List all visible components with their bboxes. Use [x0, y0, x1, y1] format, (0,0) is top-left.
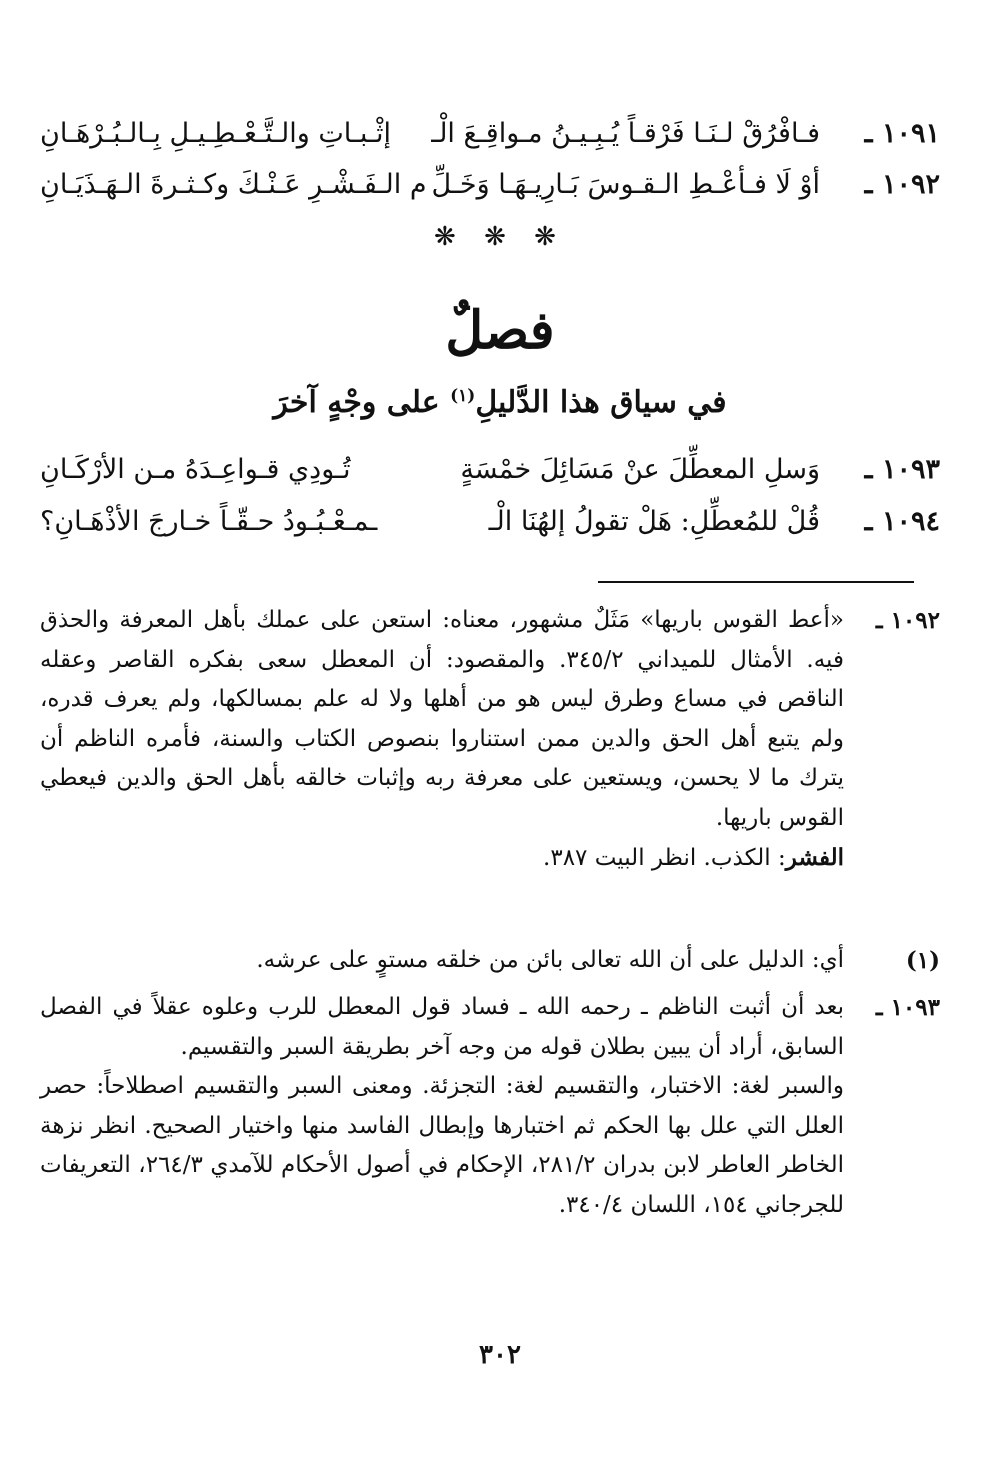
footnote-paragraph: والسبر لغة: الاختبار، والتقسيم لغة: التجزئة. ومعنى السبر والتقسيم اصطلاحاً: حصر العلل التي علل بها الحكم ثم اختبارها وإبطال الفاسد منها واختيار الصحيح. انظر نزهة الخاطر العاطر لابن بدران ٢٨١/٢، الإحكام في أصول الأحكام للآمدي ٢٦٤/٣، التعريفات للجرجاني ١٥٤، اللسان ٣٤٠/٤.: [40, 1073, 844, 1218]
footnote-1092: [40, 601, 940, 879]
verse-second-hemistich: إثْـبـاتِ والـتَّـعْـطِـيـلِ بِـالـبُـرْهَـانِ: [40, 118, 391, 149]
separator-stars: ❋ ❋ ❋: [434, 222, 566, 252]
section-heading: فصلٌ: [445, 300, 555, 361]
footnote-divider: [598, 581, 914, 583]
verse-first-hemistich: فـافْرُقْ لـنَـا فَرْقـاً يُـبِـيـنُ مـواقِـعَ الْـ: [431, 118, 820, 149]
footnote-number: ١٠٩٢ ـ: [875, 607, 940, 634]
footnote-paragraph: [40, 838, 844, 879]
verse-number: ١٠٩١ ـ: [864, 118, 940, 149]
verse-first-hemistich: وَسلِ المعطِّلَ عنْ مَسَائِلَ خمْسَةٍ: [460, 454, 820, 485]
verse-first-hemistich: قُلْ للمُعطِّلِ: هَلْ تقولُ إلهُنَا الْـ: [488, 506, 820, 537]
section-title-text-end: على وجْهٍ آخرَ: [273, 385, 451, 420]
footnote-paragraph: «أعط القوس باريها» مَثَلٌ مشهور، معناه: استعن على عملك بأهل المعرفة والحذق فيه. الأمثال للميداني ٣٤٥/٢. والمقصود: أن المعطل سعى بفكره القاصر وعقله الناقص في مساع وطرق ليس هو من أهلها ولا له علم بمسالكها، ولم يعرف قدره، ولم يتبع أهل الحق والدين ممن استناروا بنصوص الكتاب والسنة، فأمره الناظم أن يترك ما لا يحسن، ويستعين على معرفة ربه وإثبات خالقه بأهل الحق والدين فيعطي القوس باريها.: [40, 607, 844, 831]
verse-second-hemistich: تُـودِي قـواعِـدَهُ مـن الأرْكَـانِ: [40, 454, 351, 485]
verse-number: ١٠٩٤ ـ: [864, 506, 940, 537]
verse-1093: [40, 447, 940, 493]
footnote-term: الفشر: [785, 844, 844, 871]
verse-1094: [40, 499, 940, 545]
section-title-text: في سياق هذا الدَّليلِ: [475, 385, 727, 420]
footnote-term-definition: : الكذب. انظر البيت ٣٨٧.: [543, 845, 786, 871]
footnote-reference: (١): [450, 386, 476, 406]
verse-number: ١٠٩٢ ـ: [864, 169, 940, 200]
verse-second-hemistich: م الـفَـشْـرِ عَـنْـكَ وكـثـرةَ الـهَـذَيَـانِ: [40, 169, 427, 200]
footnote-number: ١٠٩٣ ـ: [875, 994, 940, 1021]
verse-1092: [40, 162, 940, 208]
footnote-paragraph: بعد أن أثبت الناظم ـ رحمه الله ـ فساد قول المعطل للرب وعلوه عقلاً في الفصل السابق، أراد أن يبين بطلان قوله من وجه آخر بطريقة السبر والتقسيم.: [40, 994, 844, 1060]
footnote-number: (١): [905, 947, 940, 974]
verse-second-hemistich: ـمـعْـبُـودُ حـقّـاً خـارجَ الأذْهَـانِ؟: [40, 506, 378, 537]
verse-number: ١٠٩٣ ـ: [864, 454, 940, 485]
footnote-1093: [40, 988, 940, 1225]
page-number: ٣٠٢: [479, 1340, 521, 1370]
footnote-paragraph: أي: الدليل على أن الله تعالى بائن من خلقه مستوٍ على عرشه.: [256, 947, 844, 973]
footnote-ref-1: [40, 941, 940, 981]
verse-1091: [40, 111, 940, 157]
section-title: [0, 385, 1000, 420]
verse-first-hemistich: أوْ لَا فـأعْـطِ الـقـوسَ بَـارِيـهَـا وَخَـلِّ: [431, 169, 820, 200]
